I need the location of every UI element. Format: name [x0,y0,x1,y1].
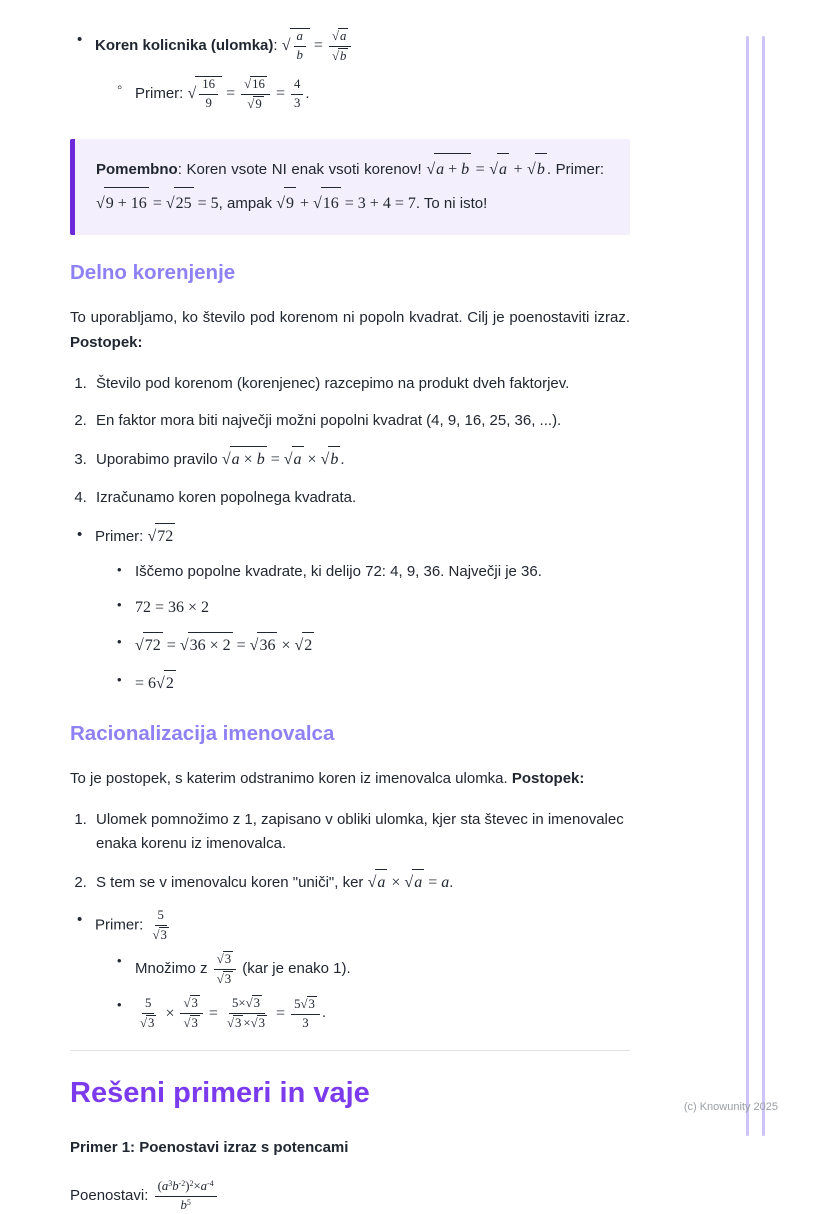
example-5-prefix: Primer: [95,917,148,935]
partial-root-steps [70,372,630,510]
step-tail: . [449,873,454,891]
callout-text-4: . To ni isto! [415,194,488,212]
list-item-quotient-rule [70,28,630,113]
task-paragraph [70,1179,630,1214]
partial-root-example-list [70,523,630,696]
partial-root-intro [70,305,630,357]
step-text: Ulomek pomnožimo z 1, zapisano v obliki ulomka, kjer sta števec in imenovalec enaka korenu iz imenovalca. [96,810,624,852]
step-text: Uporabimo pravilo [96,451,222,469]
example-1-title [70,1137,630,1160]
partial-root-step-2 [91,409,630,433]
step-text: En faktor mora biti največji možni popolni kvadrat (4, 9, 16, 25, 36, ...). [96,412,562,430]
item-formula: $\frac{√3}{√3}$ [212,961,238,978]
rationalization-steps [70,808,630,896]
example-1-title-text: Primer 1: Poenostavi izraz s potencami [70,1138,349,1156]
page-edge-bar [746,36,749,1136]
example-5-item-1 [110,951,630,988]
section-heading-delno-korenjenje: Delno korenjenje [70,260,236,284]
partial-root-intro-bold: Postopek: [70,334,143,352]
example-5-sublist [110,951,630,1032]
task-formula: $\frac{(a3b-2)2\times a-4}{b5}$ [153,1187,219,1204]
quotient-example-prefix: Primer: [135,85,188,103]
rationalization-step-2 [91,869,630,896]
callout-bold: Pomembno [96,160,178,178]
callout-text-3: , ampak [218,194,277,212]
quotient-rule-sublist [110,76,630,113]
item-tail: (kar je enako 1). [238,960,351,978]
partial-root-step-4 [91,486,630,510]
item-tail: . [321,1004,327,1022]
task-prefix: Poenostavi: [70,1187,153,1205]
example-72-sublist [110,560,630,696]
quotient-rule-colon: : [273,37,282,55]
partial-root-step-3 [91,446,630,473]
example-5-formula: $\frac{5}{√3}$ [152,908,167,943]
example-72-item-4 [110,670,630,697]
step-2-formula: √a × √a = a [368,874,450,891]
step-text: Izračunamo koren popolnega kvadrata. [96,488,357,506]
callout-text-2: . Primer: [546,160,605,178]
copyright-footer: (c) Knowunity 2025 [683,1101,778,1113]
callout-formula-2: √9 + 16 = √25 = 5 [96,195,219,212]
item-formula: • $\frac{5}{√3}$ × $\frac{√3}{√3}$ = $\frac{5\times√3}{√3 \times√3}$ = $\frac{5√3}{3}$ [135,1005,322,1022]
callout-formula-3: √9 + √16 = 3 + 4 = 7 [276,195,416,212]
rationalization-intro-bold: Postopek: [511,770,585,788]
rationalization-step-1 [91,808,630,856]
step-text: Število pod korenom (korenjenec) razcepimo na produkt dveh faktorjev. [96,375,570,393]
callout-paragraph [96,153,604,221]
list-item-example-5-sqrt3 [70,908,630,1032]
callout-formula-1: √a + b = √a + √b [426,161,546,178]
item-formula: √72 = √36 × 2 = √36 × √2 [135,637,314,654]
rationalization-intro [70,766,630,792]
document-content [70,0,630,1214]
item-formula: 72 = 36 × 2 [135,599,210,617]
example-72-formula: √72 [148,528,176,545]
example-5-item-2 [110,995,630,1032]
partial-root-step-1 [91,372,630,396]
quotient-rule-list [70,28,630,113]
item-text: Množimo z [135,960,212,978]
example-72-item-1 [110,560,630,584]
quotient-rule-label: Koren kolicnika (ulomka) [95,37,274,55]
list-item-example-72 [70,523,630,696]
step-text: S tem se v imenovalcu koren "uniči", ker [96,873,368,891]
item-formula: = 6√2 [135,675,176,692]
section-divider [70,1050,630,1051]
quotient-rule-formula: √ $\frac{a}{b}$ = $\frac{√a}{√b}$ [282,37,354,54]
section-heading-racionalizacija: Racionalizacija imenovalca [70,722,335,746]
step-3-formula: √a × b = √a × √b [222,451,340,468]
example-72-item-3 [110,632,630,659]
example-72-prefix: Primer: [95,527,148,545]
quotient-example-tail: . [305,85,310,103]
quotient-example-formula: √ $\frac{16}{9}$ = $\frac{√16}{√9}$ = $\frac{4}{3}$ [188,85,306,102]
example-72-item-2 [110,595,630,621]
main-heading-reseni-primeri: Rešeni primeri in vaje [70,1077,370,1110]
rationalization-intro-text: To je postopek, s katerim odstranimo koren iz imenovalca ulomka. [70,770,512,788]
list-item-quotient-example [110,76,630,113]
important-callout [70,139,630,235]
callout-text-1: : Koren vsote NI enak vsoti korenov! [177,160,427,178]
rationalization-example-list [70,908,630,1032]
partial-root-intro-text: To uporabljamo, ko število pod korenom ni popoln kvadrat. Cilj je poenostaviti izraz. [70,308,630,326]
item-text: Iščemo popolne kvadrate, ki delijo 72: 4, 9, 36. Največji je 36. [135,563,542,581]
step-tail: . [340,451,345,469]
page-edge-bar [762,36,765,1136]
